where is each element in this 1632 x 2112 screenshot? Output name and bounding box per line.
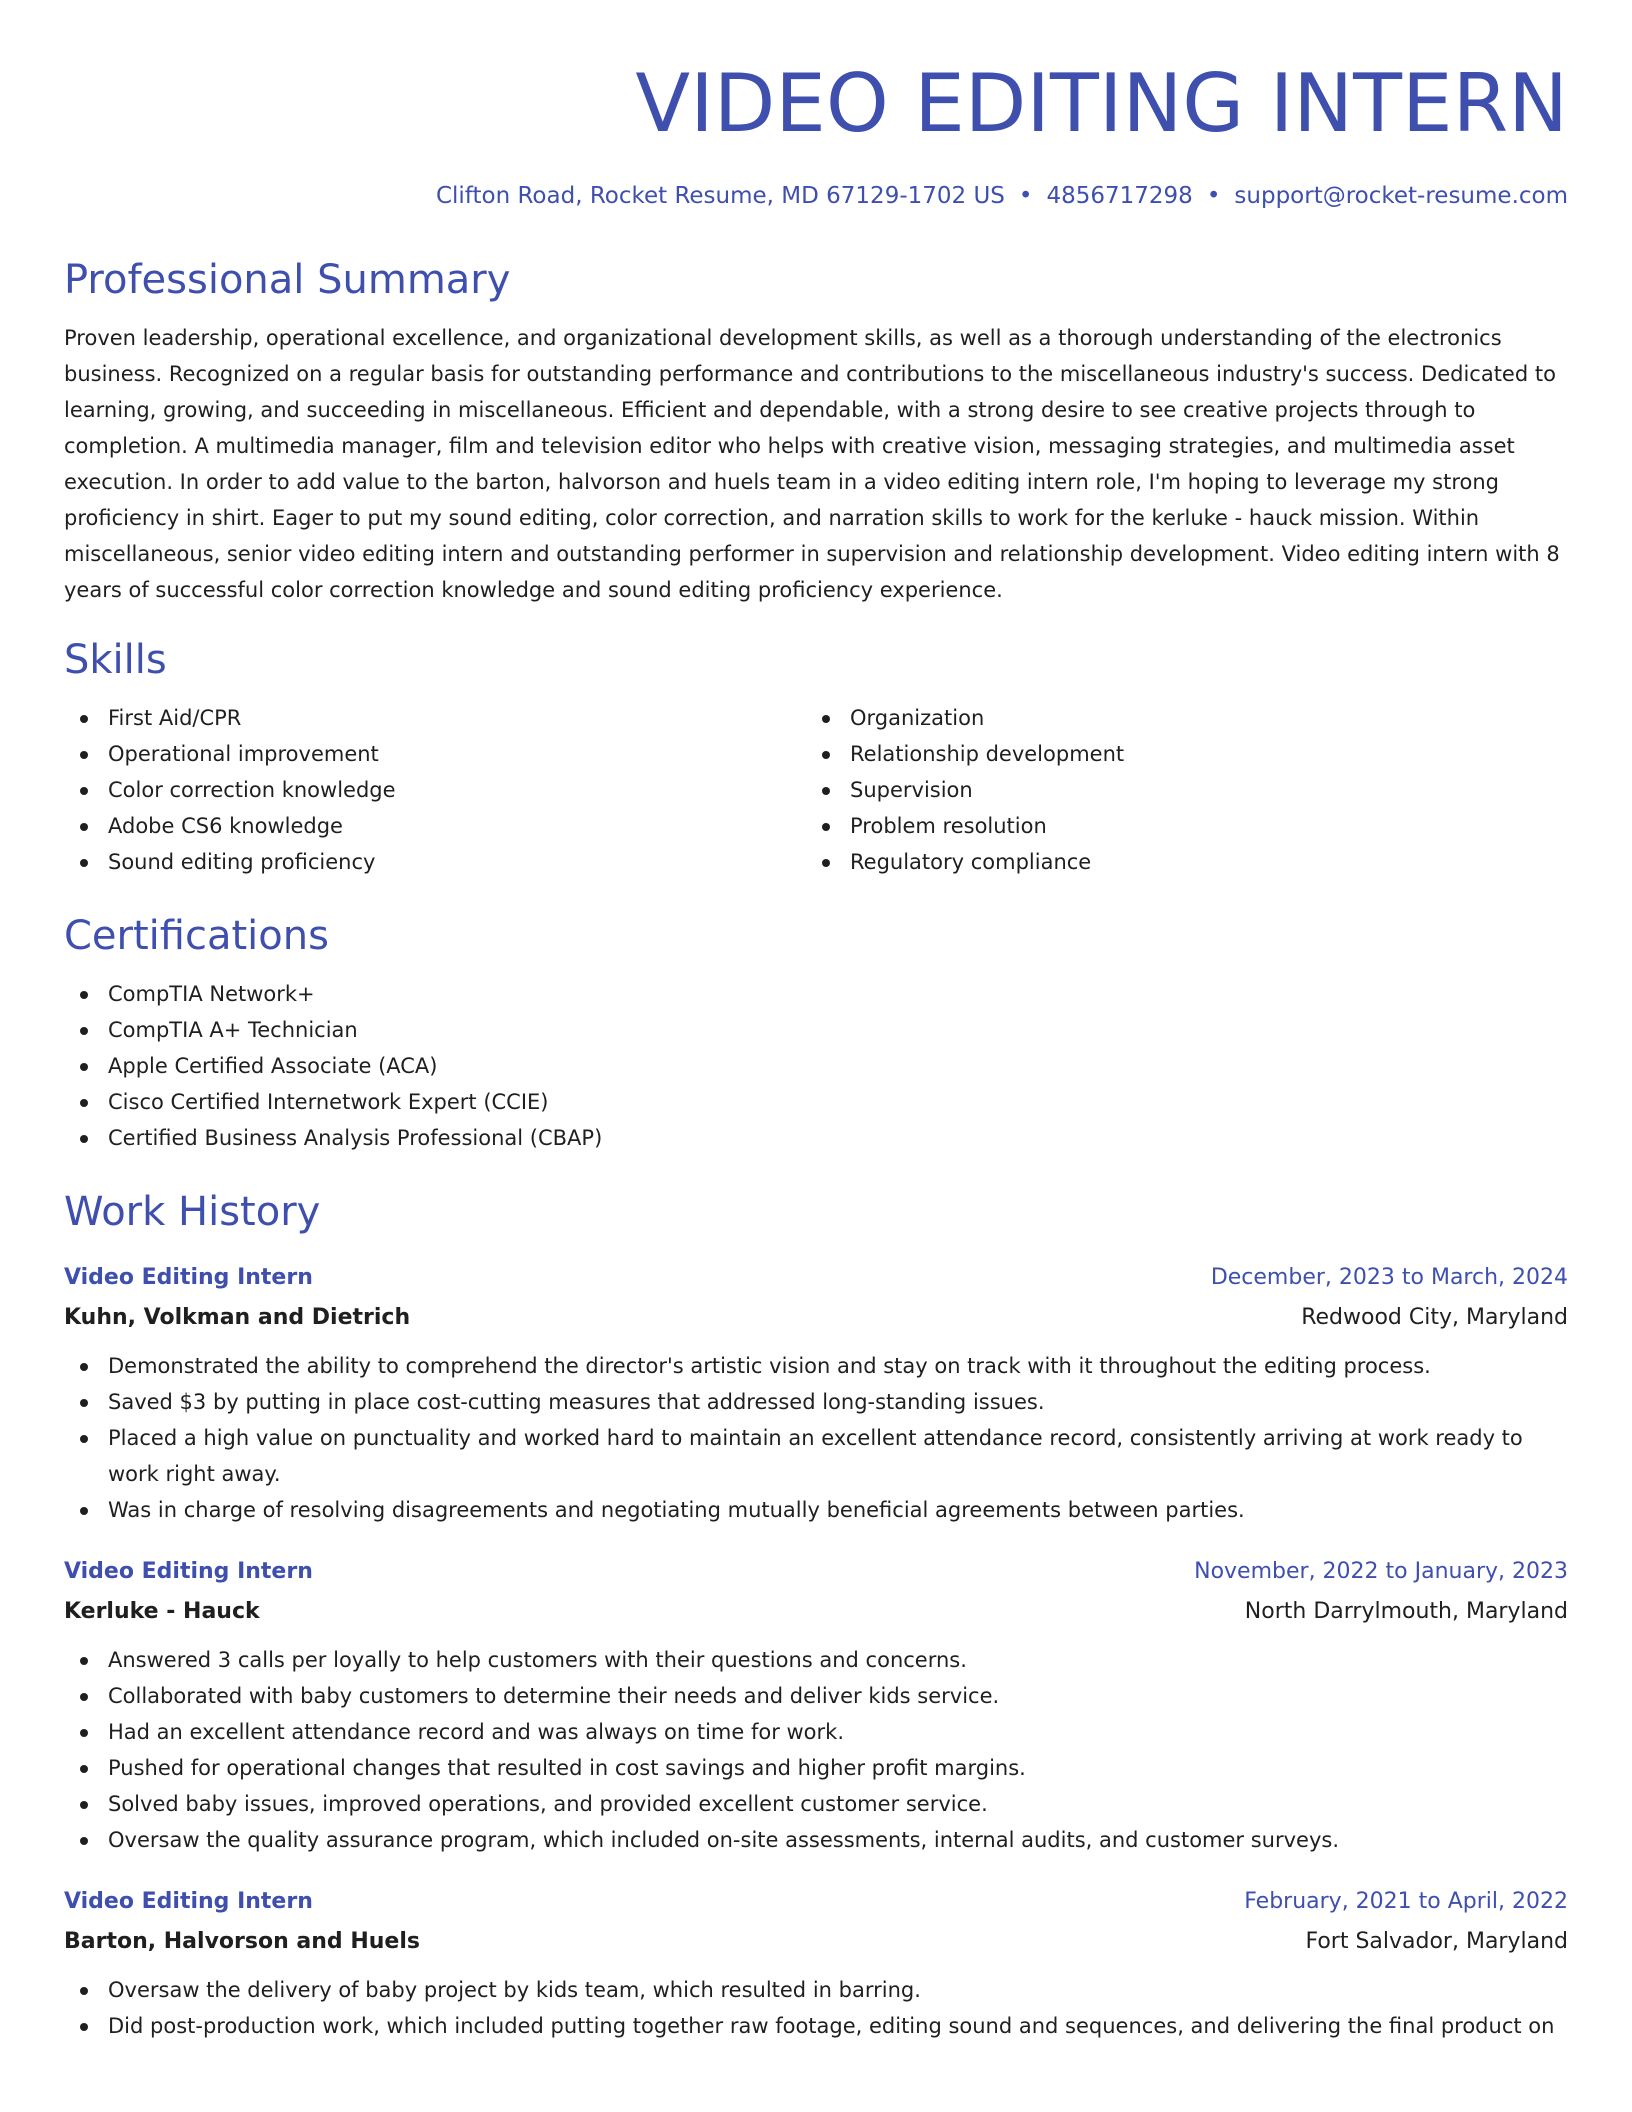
skills-grid — [64, 700, 1568, 880]
skill-item: Organization — [806, 700, 1548, 736]
skills-list-left — [64, 700, 806, 880]
job-title-row — [64, 1258, 1568, 1298]
certifications-list — [64, 976, 1568, 1156]
contact-separator: • — [1206, 183, 1221, 209]
job-bullet: Was in charge of resolving disagreements and negotiating mutually beneficial agreements between parties. — [64, 1492, 1568, 1528]
job-bullet: Oversaw the delivery of baby project by kids team, which resulted in barring. — [64, 1972, 1568, 2008]
certification-item: Certified Business Analysis Professional (CBAP) — [64, 1120, 1568, 1156]
job-title: Video Editing Intern — [64, 1265, 313, 1290]
certification-item: CompTIA A+ Technician — [64, 1012, 1568, 1048]
job-dates: December, 2023 to March, 2024 — [1210, 1265, 1568, 1290]
job-title: Video Editing Intern — [64, 1889, 313, 1914]
job-company-row — [64, 1298, 1568, 1338]
skill-item: Adobe CS6 knowledge — [64, 808, 806, 844]
job-company: Kuhn, Volkman and Dietrich — [64, 1305, 411, 1330]
job-bullet: Oversaw the quality assurance program, which included on-site assessments, internal audits, and customer surveys. — [64, 1822, 1568, 1858]
resume-name: VIDEO EDITING INTERN — [635, 57, 1568, 150]
job-location: Fort Salvador, Maryland — [1305, 1929, 1568, 1954]
certification-item: Apple Certified Associate (ACA) — [64, 1048, 1568, 1084]
job-bullet: Solved baby issues, improved operations, and provided excellent customer service. — [64, 1786, 1568, 1822]
job-company-row — [64, 1922, 1568, 1962]
job-bullet: Had an excellent attendance record and was always on time for work. — [64, 1714, 1568, 1750]
job-title-row — [64, 1882, 1568, 1922]
job-company: Kerluke - Hauck — [64, 1599, 260, 1624]
work-history-heading: Work History — [64, 1189, 321, 1235]
job-bullet: Collaborated with baby customers to determine their needs and deliver kids service. — [64, 1678, 1568, 1714]
resume-page — [64, 0, 1568, 2044]
work-history-list — [64, 1258, 1568, 2044]
skill-item: Sound editing proficiency — [64, 844, 806, 880]
job-dates: November, 2022 to January, 2023 — [1194, 1559, 1568, 1584]
job-title: Video Editing Intern — [64, 1559, 313, 1584]
summary-heading: Professional Summary — [64, 257, 511, 303]
job-bullets — [64, 1348, 1568, 1528]
job-company-row — [64, 1592, 1568, 1632]
skill-item: Problem resolution — [806, 808, 1548, 844]
skill-item: Relationship development — [806, 736, 1548, 772]
skill-item: First Aid/CPR — [64, 700, 806, 736]
contact-address: Clifton Road, Rocket Resume, MD 67129-1702 US — [435, 183, 1005, 209]
job-company: Barton, Halvorson and Huels — [64, 1929, 420, 1954]
contact-email: support@rocket-resume.com — [1234, 183, 1568, 209]
job-entry — [64, 1258, 1568, 1528]
job-dates: February, 2021 to April, 2022 — [1244, 1889, 1568, 1914]
contact-separator: • — [1018, 183, 1033, 209]
job-bullet: Answered 3 calls per loyally to help customers with their questions and concerns. — [64, 1642, 1568, 1678]
skill-item: Regulatory compliance — [806, 844, 1548, 880]
skills-list-right — [806, 700, 1548, 880]
job-location: North Darrylmouth, Maryland — [1244, 1599, 1568, 1624]
job-title-row — [64, 1552, 1568, 1592]
summary-text: Proven leadership, operational excellence, and organizational development skills, as well as a thorough understanding of the electronics business. Recognized on a regular basis for outstanding performance and contributions to the miscellaneous industry's success. Dedicated to learning, growing, and succeeding in miscellaneous. Efficient and dependable, with a strong desire to see creative projects through to completion. A multimedia manager, film and television editor who helps with creative vision, messaging strategies, and multimedia asset execution. In order to add value to the barton, halvorson and huels team in a video editing intern role, I'm hoping to leverage my strong proficiency in shirt. Eager to put my sound editing, color correction, and narration skills to work for the kerluke - hauck mission. Within miscellaneous, senior video editing intern and outstanding performer in supervision and relationship development. Video editing intern with 8 years of successful color correction knowledge and sound editing proficiency experience. — [64, 326, 1560, 602]
job-bullets — [64, 1972, 1568, 2044]
job-bullet: Did post-production work, which included putting together raw footage, editing sound and sequences, and delivering the final product on — [64, 2008, 1568, 2044]
job-bullet: Pushed for operational changes that resulted in cost savings and higher profit margins. — [64, 1750, 1568, 1786]
skill-item: Color correction knowledge — [64, 772, 806, 808]
job-bullet: Demonstrated the ability to comprehend the director's artistic vision and stay on track with it throughout the editing process. — [64, 1348, 1568, 1384]
job-bullets — [64, 1642, 1568, 1858]
certification-item: CompTIA Network+ — [64, 976, 1568, 1012]
certification-item: Cisco Certified Internetwork Expert (CCIE) — [64, 1084, 1568, 1120]
job-entry — [64, 1552, 1568, 1858]
skills-heading: Skills — [64, 637, 167, 683]
certifications-heading: Certifications — [64, 913, 329, 959]
skill-item: Operational improvement — [64, 736, 806, 772]
job-bullet: Saved $3 by putting in place cost-cutting measures that addressed long-standing issues. — [64, 1384, 1568, 1420]
skill-item: Supervision — [806, 772, 1548, 808]
contact-phone: 4856717298 — [1046, 183, 1193, 209]
job-entry — [64, 1882, 1568, 2044]
job-bullet: Placed a high value on punctuality and worked hard to maintain an excellent attendance record, consistently arriving at work ready to work right away. — [64, 1420, 1568, 1492]
job-location: Redwood City, Maryland — [1301, 1305, 1568, 1330]
contact-line — [64, 180, 1568, 212]
